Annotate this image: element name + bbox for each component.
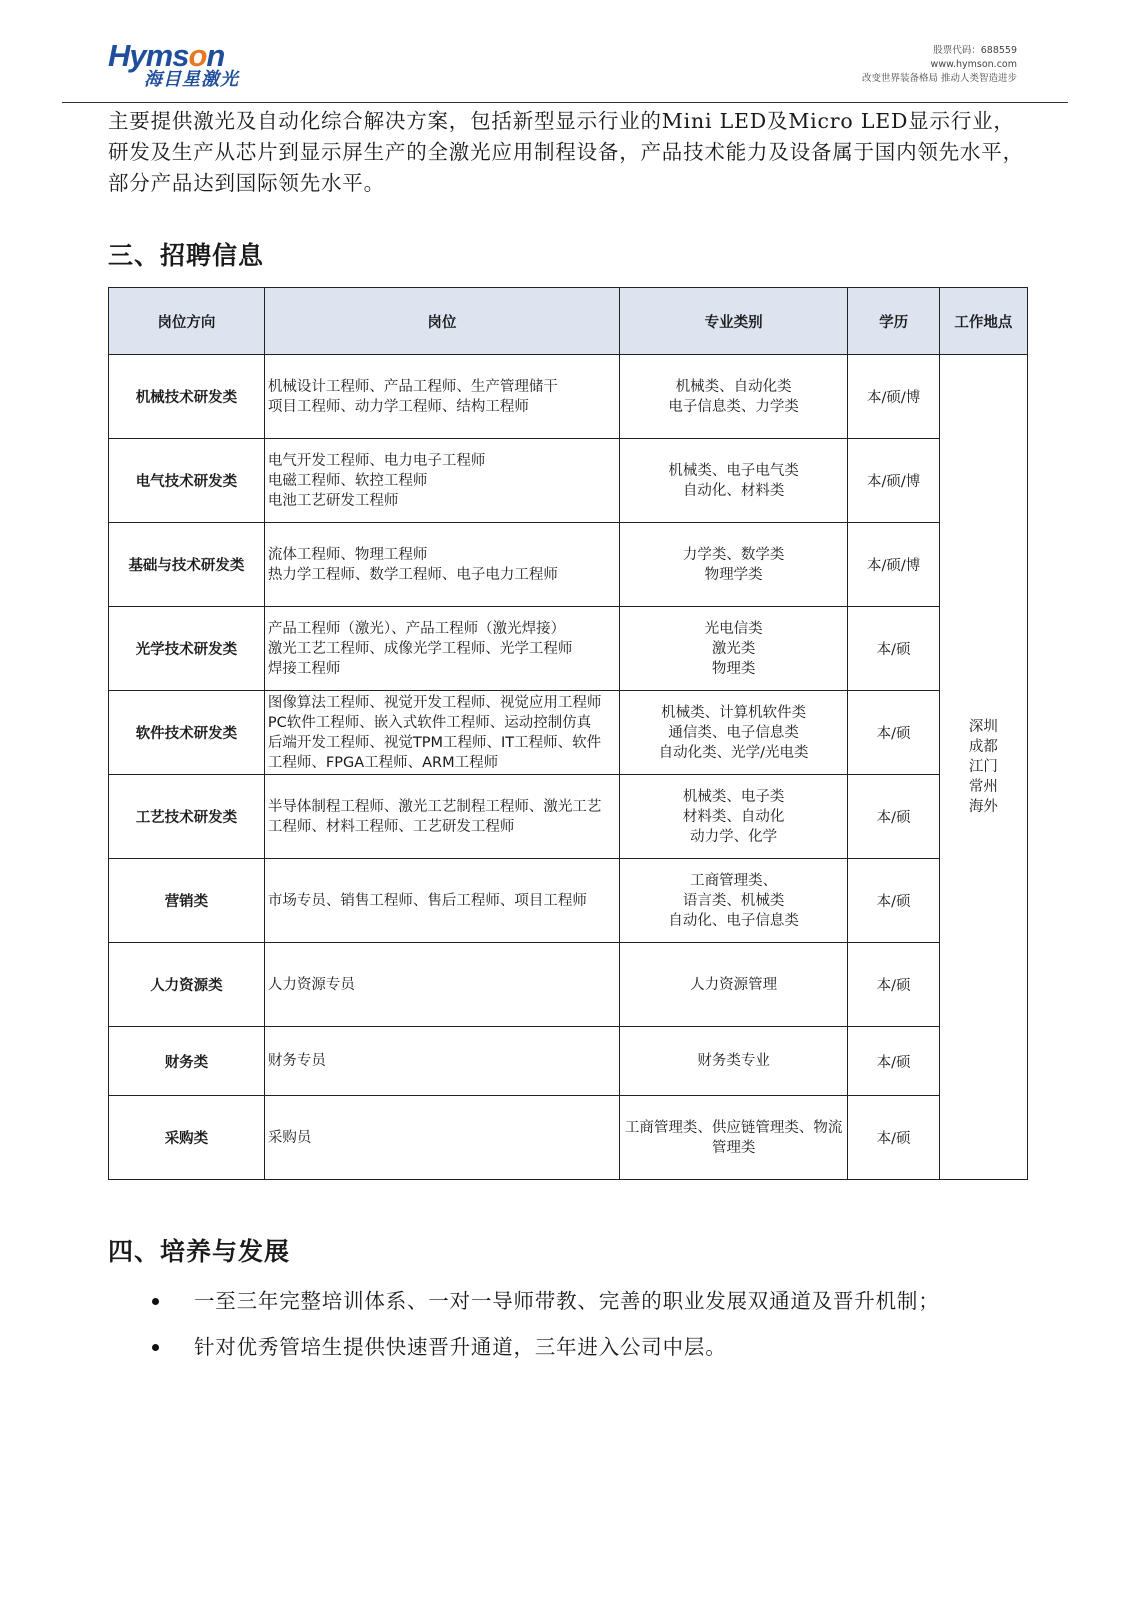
major-line: 工商管理类、 — [690, 872, 778, 889]
cell-direction: 光学技术研发类 — [109, 607, 265, 691]
header-direction: 岗位方向 — [109, 288, 265, 355]
list-item — [150, 1332, 940, 1378]
cell-majors — [619, 439, 848, 523]
hymson-logo — [108, 40, 248, 92]
cell-majors — [619, 607, 848, 691]
major-line: 光电信类 — [704, 620, 763, 637]
position-line: 人力资源专员 — [267, 976, 355, 993]
cell-majors — [619, 355, 848, 439]
cell-positions — [264, 943, 619, 1027]
header-info — [862, 44, 1017, 86]
cell-positions — [264, 355, 619, 439]
position-line: 电池工艺研发工程师 — [267, 492, 399, 509]
cell-positions — [264, 523, 619, 607]
bullet-dot — [152, 1298, 159, 1305]
position-line: 后端开发工程师、视觉TPM工程师、IT工程师、软件 — [267, 734, 602, 751]
cell-direction: 人力资源类 — [109, 943, 265, 1027]
major-line: 材料类、自动化 — [682, 808, 785, 825]
location-line: 成都 — [968, 739, 998, 755]
list-item-text: 一至三年完整培训体系、一对一导师带教、完善的职业发展双通道及晋升机制； — [194, 1289, 940, 1313]
major-line: 通信类、电子信息类 — [668, 724, 799, 741]
position-line: 焊接工程师 — [267, 660, 341, 677]
major-line: 管理类 — [711, 1139, 756, 1156]
cell-direction: 财务类 — [109, 1027, 265, 1096]
major-line: 语言类、机械类 — [682, 892, 785, 909]
table-row — [109, 775, 1028, 859]
cell-majors — [619, 1096, 848, 1180]
bullet-dot — [152, 1344, 159, 1351]
major-line: 自动化类、光学/光电类 — [658, 744, 809, 761]
section-title-recruitment: 三、招聘信息 — [108, 241, 265, 270]
table-row — [109, 439, 1028, 523]
cell-education: 本/硕 — [848, 607, 939, 691]
position-line: 半导体制程工程师、激光工艺制程工程师、激光工艺 — [267, 798, 602, 815]
development-list — [150, 1286, 940, 1378]
major-line: 工商管理类、供应链管理类、物流 — [624, 1119, 843, 1136]
major-line: 力学类、数学类 — [682, 546, 785, 563]
table-row — [109, 859, 1028, 943]
cell-positions — [264, 691, 619, 775]
table-row — [109, 1027, 1028, 1096]
header-education: 学历 — [848, 288, 939, 355]
position-line: 财务专员 — [267, 1053, 326, 1069]
major-line: 物理学类 — [704, 566, 763, 583]
location-line: 海外 — [968, 799, 998, 815]
cell-majors — [619, 523, 848, 607]
section-title-development: 四、培养与发展 — [108, 1237, 291, 1266]
logo-wordmark: Hymson — [108, 38, 225, 73]
table-header-row — [109, 288, 1028, 355]
position-line: 工程师、材料工程师、工艺研发工程师 — [267, 818, 515, 835]
cell-positions — [264, 1096, 619, 1180]
major-line: 人力资源管理 — [690, 976, 778, 993]
major-line: 物理类 — [711, 660, 756, 677]
header-location: 工作地点 — [939, 288, 1027, 355]
table-row — [109, 1096, 1028, 1180]
cell-education: 本/硕 — [848, 691, 939, 775]
cell-positions — [264, 859, 619, 943]
position-line: 图像算法工程师、视觉开发工程师、视觉应用工程师 — [267, 694, 602, 711]
cell-direction: 采购类 — [109, 1096, 265, 1180]
table-row — [109, 607, 1028, 691]
cell-education: 本/硕 — [848, 1027, 939, 1096]
position-line: 机械设计工程师、产品工程师、生产管理储干 — [267, 378, 558, 395]
position-line: 项目工程师、动力学工程师、结构工程师 — [267, 398, 529, 415]
cell-direction: 机械技术研发类 — [109, 355, 265, 439]
cell-education: 本/硕 — [848, 775, 939, 859]
position-line: 电磁工程师、软控工程师 — [267, 472, 428, 489]
location-line: 江门 — [968, 759, 998, 775]
cell-majors — [619, 691, 848, 775]
cell-positions — [264, 775, 619, 859]
cell-education: 本/硕 — [848, 943, 939, 1027]
position-line: 产品工程师（激光）、产品工程师（激光焊接） — [267, 620, 566, 637]
major-line: 机械类、计算机软件类 — [661, 704, 807, 721]
position-line: 采购员 — [267, 1129, 312, 1146]
major-line: 机械类、电子电气类 — [668, 462, 799, 479]
cell-positions — [264, 439, 619, 523]
cell-direction: 营销类 — [109, 859, 265, 943]
table-body — [109, 355, 1028, 1180]
position-line: PC软件工程师、嵌入式软件工程师、运动控制仿真 — [267, 714, 592, 731]
cell-positions — [264, 607, 619, 691]
position-line: 热力学工程师、数学工程师、电子电力工程师 — [267, 566, 558, 583]
major-line: 激光类 — [711, 640, 756, 657]
cell-majors — [619, 775, 848, 859]
page-header — [0, 0, 1131, 104]
major-line: 动力学、化学 — [690, 828, 778, 845]
cell-positions — [264, 1027, 619, 1096]
table-row — [109, 355, 1028, 439]
header-divider — [62, 102, 1068, 103]
major-line: 自动化、电子信息类 — [668, 912, 799, 929]
cell-education: 本/硕/博 — [848, 439, 939, 523]
recruitment-table — [108, 287, 1028, 1180]
position-line: 激光工艺工程师、成像光学工程师、光学工程师 — [267, 640, 573, 657]
position-line: 工程师、FPGA工程师、ARM工程师 — [267, 754, 499, 771]
location-line: 常州 — [968, 779, 998, 795]
location-line: 深圳 — [968, 719, 998, 735]
major-line: 机械类、自动化类 — [675, 378, 792, 395]
website: www.hymson.com — [930, 59, 1017, 70]
logo-accent-o: o — [188, 38, 207, 73]
major-line: 自动化、材料类 — [682, 482, 785, 499]
position-line: 电气开发工程师、电力电子工程师 — [267, 452, 486, 469]
list-item — [150, 1286, 940, 1332]
header-major: 专业类别 — [619, 288, 848, 355]
list-item-text: 针对优秀管培生提供快速晋升通道，三年进入公司中层。 — [194, 1335, 727, 1359]
table-row — [109, 943, 1028, 1027]
cell-majors — [619, 1027, 848, 1096]
cell-education: 本/硕/博 — [848, 355, 939, 439]
major-line: 财务类专业 — [697, 1053, 770, 1069]
cell-majors — [619, 859, 848, 943]
header-position: 岗位 — [264, 288, 619, 355]
logo-chinese-name: 海目星激光 — [144, 69, 239, 90]
cell-work-location — [939, 355, 1027, 1180]
table-row — [109, 691, 1028, 775]
position-line: 市场专员、销售工程师、售后工程师、项目工程师 — [267, 892, 587, 909]
major-line: 电子信息类、力学类 — [668, 398, 799, 415]
table-row — [109, 523, 1028, 607]
cell-direction: 电气技术研发类 — [109, 439, 265, 523]
cell-direction: 工艺技术研发类 — [109, 775, 265, 859]
cell-education: 本/硕 — [848, 859, 939, 943]
cell-direction: 基础与技术研发类 — [109, 523, 265, 607]
cell-education: 本/硕 — [848, 1096, 939, 1180]
cell-direction: 软件技术研发类 — [109, 691, 265, 775]
intro-paragraph: 主要提供激光及自动化综合解决方案，包括新型显示行业的Mini LED及Micro LED显示行业，研发及生产从芯片到显示屏生产的全激光应用制程设备，产品技术能力及设备属于国内领先水平，部分产品达到国际领先水平。 — [108, 109, 1024, 195]
slogan: 改变世界装备格局 推动人类智造进步 — [861, 73, 1017, 84]
position-line: 流体工程师、物理工程师 — [267, 546, 428, 563]
cell-majors — [619, 943, 848, 1027]
major-line: 机械类、电子类 — [682, 788, 785, 805]
cell-education: 本/硕/博 — [848, 523, 939, 607]
stock-code: 股票代码：688559 — [933, 45, 1017, 56]
